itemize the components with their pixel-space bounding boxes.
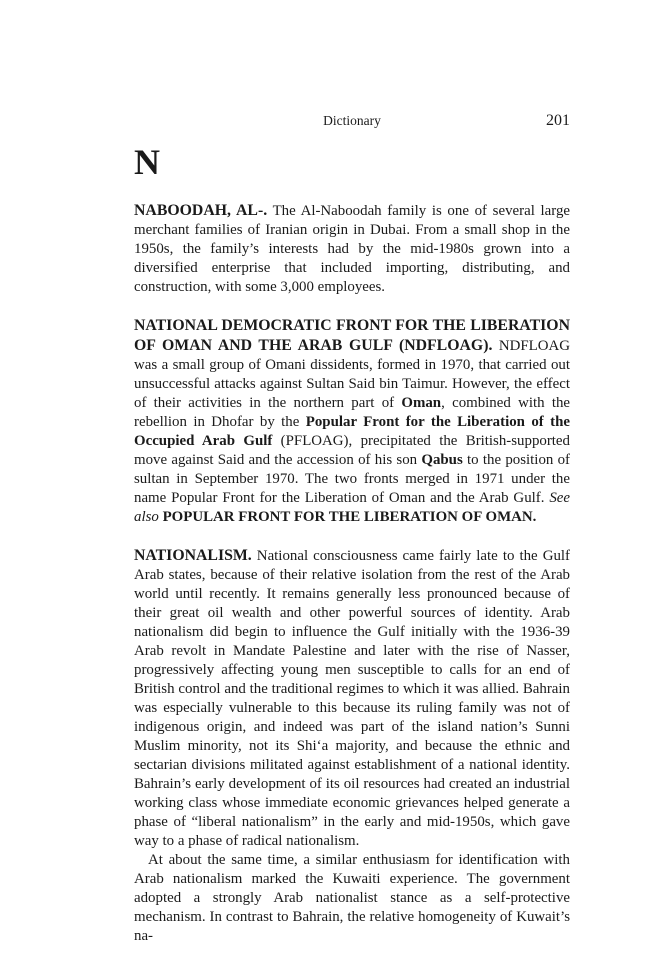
entry-headword: NATIONAL DEMOCRATIC FRONT FOR THE LIBERATION OF OMAN AND THE ARAB GULF (NDFLOAG). <box>134 317 570 354</box>
entry-paragraph <box>134 201 570 297</box>
entry-nationalism <box>134 546 570 946</box>
entry-text: NDFLOAG was a small group of Omani dissidents, formed in 1970, that carried out unsuccessful attacks against Sultan Said bin Taimur. However, the effect of their activities in the northern part of <box>134 338 571 411</box>
entries-body <box>134 201 570 965</box>
see-also-target: POPULAR FRONT FOR THE LIBERATION OF OMAN. <box>162 509 537 525</box>
cross-reference-qabus: Qabus <box>421 452 463 468</box>
entry-text: , combined with the rebellion in Dhofar by the <box>134 395 571 430</box>
entry-naboodah <box>134 201 570 297</box>
section-letter: N <box>134 142 160 182</box>
entry-paragraph <box>134 316 570 527</box>
entry-text: (PFLOAG), precipitated the British-supported move against Said and the accession of his son <box>134 433 570 468</box>
entry-text: National consciousness came fairly late to the Gulf Arab states, because of their relative isolation from the rest of the Arab world until recently. It remains generally less pronounced because of their great oil wealth and other powerful sources of identity. Arab nationalism did begin to influence the Gulf initially with the 1936-39 Arab revolt in Mandate Palestine and later with the rise of Nasser, progressively affecting young men susceptible to calls for an end of British control and the traditional regimes to which it was allied. Bahrain was especially vulnerable to this because its ruling family was not of indigenous origin, and indeed was part of the island nation’s Sunni Muslim minority, not its Shi‘a majority, and because the ethnic and sectarian divisions militated against establishment of a national identity. Bahrain’s early development of its oil resources had created an industrial working class whose immediate economic grievances helped generate a phase of “liberal nationalism” in the early and mid-1950s, which gave way to a phase of radical nationalism. <box>134 548 570 849</box>
running-title: Dictionary <box>323 113 381 128</box>
page-number: 201 <box>546 112 570 129</box>
entry-paragraph <box>134 546 570 851</box>
entry-headword: NATIONALISM. <box>134 547 252 564</box>
cross-reference-oman: Oman <box>401 395 442 411</box>
entry-headword: NABOODAH, AL-. <box>134 202 268 219</box>
running-head <box>134 112 570 132</box>
entry-paragraph-continued: At about the same time, a similar enthusiasm for identification with Arab nationalism marked the Kuwaiti experience. The government adopted a strongly Arab nationalist stance as a self-protective mechanism. In contrast to Bahrain, the relative homogeneity of Kuwait’s na- <box>134 852 570 944</box>
entry-text: to the position of sultan in September 1970. The two fronts merged in 1971 under the name Popular Front for the Liberation of Oman and the Arab Gulf. <box>134 452 571 506</box>
see-also-label: See also <box>134 490 570 525</box>
entry-text: The Al-Naboodah family is one of several large merchant families of Iranian origin in Dubai. From a small shop in the 1950s, the family’s interests had by the mid-1980s grown into a diversified enterprise that included importing, distributing, and construction, with some 3,000 employees. <box>134 203 571 295</box>
cross-reference-pfloag: Popular Front for the Liberation of the Occupied Arab Gulf <box>134 414 570 449</box>
entry-ndfloag <box>134 316 570 527</box>
